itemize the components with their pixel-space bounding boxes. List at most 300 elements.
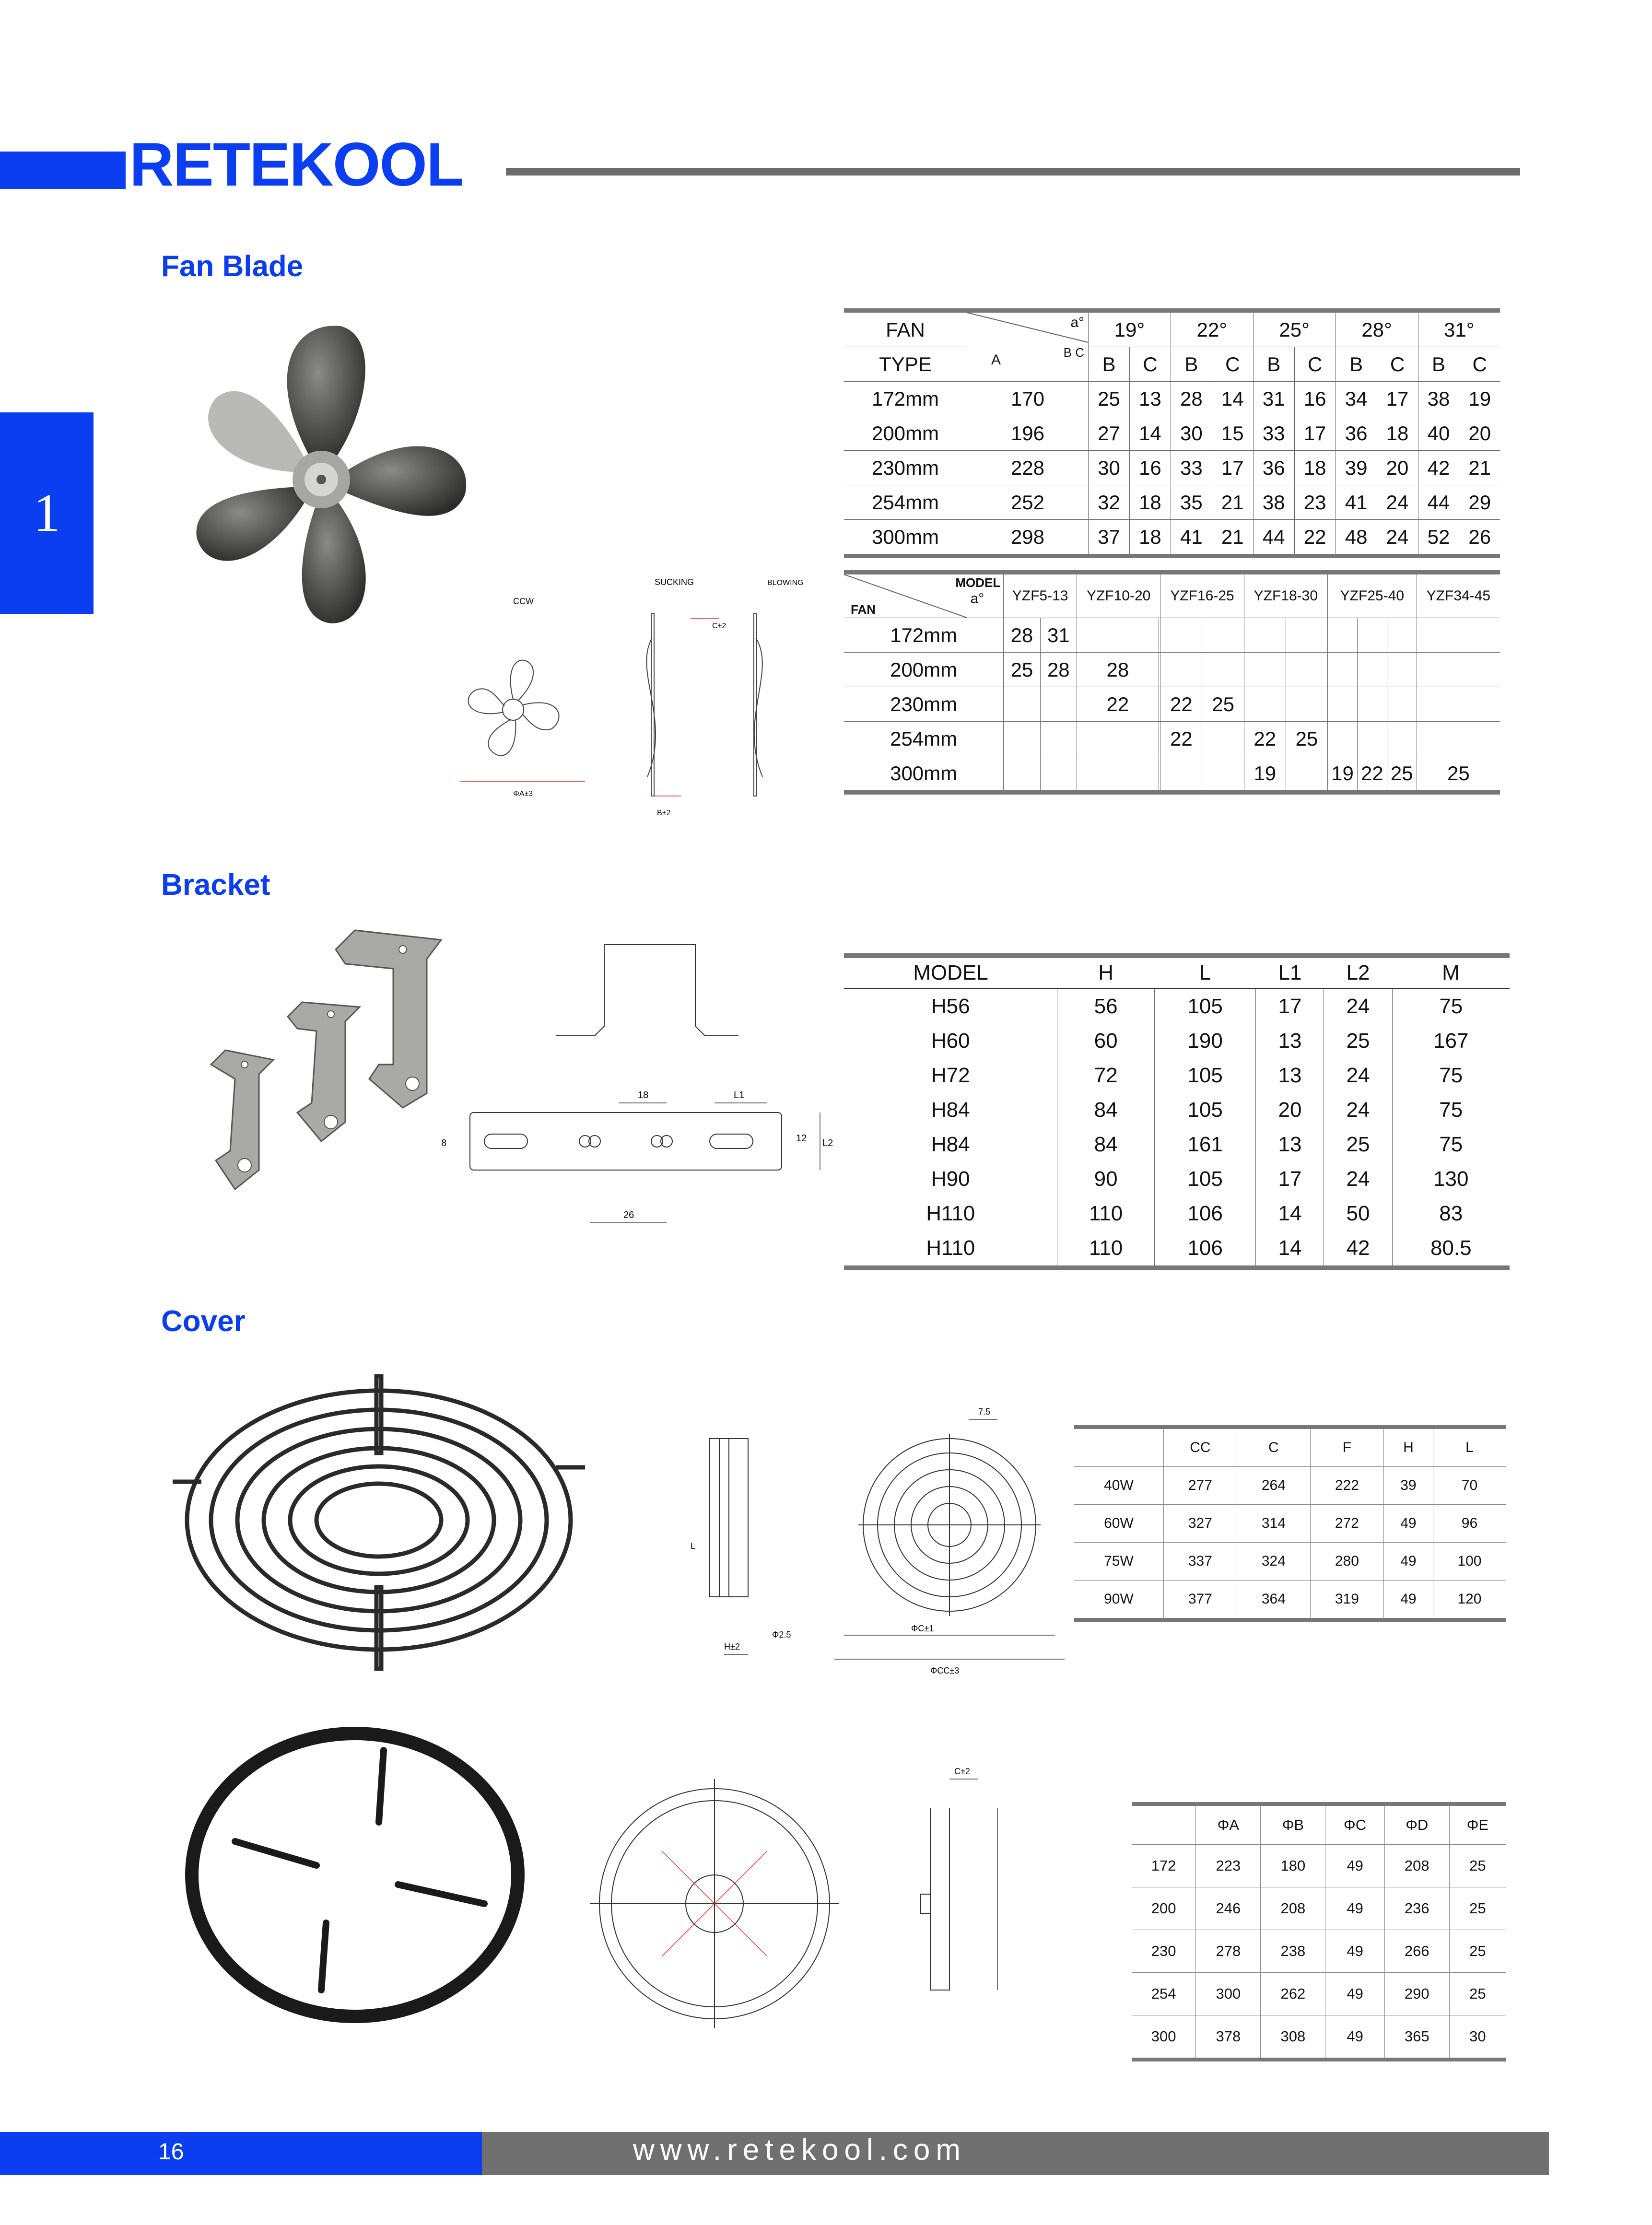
cell: 35 xyxy=(1171,485,1212,520)
cell xyxy=(1004,722,1040,756)
cell: 364 xyxy=(1237,1581,1310,1620)
cell xyxy=(1357,687,1387,722)
cell: 280 xyxy=(1310,1543,1383,1581)
dim-18: 18 xyxy=(638,1090,649,1101)
cell: 25 xyxy=(1286,722,1327,756)
hdr-bc: B C xyxy=(1063,345,1084,360)
cell: 24 xyxy=(1377,485,1418,520)
table-row xyxy=(844,1162,1510,1196)
footer-website-link[interactable]: www.retekool.com xyxy=(633,2133,967,2166)
cell: 75 xyxy=(1439,1098,1463,1122)
cell xyxy=(1077,618,1159,653)
cell xyxy=(1417,618,1500,653)
cell: 28 xyxy=(1004,618,1040,653)
cell xyxy=(1286,653,1327,687)
table-row xyxy=(1074,1543,1506,1581)
cell: 22 xyxy=(1244,722,1286,756)
cell: 14 xyxy=(1212,382,1253,416)
model-yzf10-20: YZF10-20 xyxy=(1077,573,1160,618)
cell: 365 xyxy=(1384,2015,1449,2060)
cell: 25 xyxy=(1387,756,1417,793)
cell: 246 xyxy=(1196,1887,1261,1930)
cell xyxy=(1357,653,1387,687)
cell: 170 xyxy=(967,382,1089,416)
cell: 28 xyxy=(1077,653,1159,687)
cell: 314 xyxy=(1237,1505,1310,1543)
cell: 20 xyxy=(1377,451,1418,485)
cell: 16 xyxy=(1294,382,1336,416)
cell: H90 xyxy=(844,1162,1057,1196)
dim-8: 8 xyxy=(441,1138,447,1148)
hdr-fan: FAN xyxy=(851,602,876,617)
cell: 196 xyxy=(967,416,1089,451)
cell: 13 xyxy=(1256,1127,1324,1162)
cell: 17 xyxy=(1256,989,1324,1024)
fan-blade-photo xyxy=(153,307,489,643)
model-yzf34-45: YZF34-45 xyxy=(1417,573,1500,618)
table-row xyxy=(844,1024,1510,1058)
cell: 200 xyxy=(1132,1887,1196,1930)
cell xyxy=(1244,653,1286,687)
page-number: 16 xyxy=(158,2139,184,2165)
hdr-l: L xyxy=(1433,1427,1506,1467)
cell: 25 xyxy=(1449,1887,1506,1930)
cell: 42 xyxy=(1324,1231,1392,1268)
header-accent-bar xyxy=(0,152,126,189)
cell xyxy=(1328,687,1358,722)
hdr-a: A xyxy=(991,352,1001,368)
cell: 30 xyxy=(1449,2015,1506,2060)
hdr-f: F xyxy=(1310,1427,1383,1467)
cell: 17 xyxy=(1294,416,1336,451)
cell xyxy=(1387,653,1417,687)
cell: 84 xyxy=(1057,1093,1154,1127)
cell: 83 xyxy=(1439,1202,1463,1225)
cell: 230 xyxy=(1132,1930,1196,1973)
cell: 41 xyxy=(1336,485,1377,520)
cell: 72 xyxy=(1057,1058,1154,1093)
sub-b: B xyxy=(1336,347,1377,382)
cell: 34 xyxy=(1336,382,1377,416)
cell: 300mm xyxy=(844,520,967,556)
cell: 16 xyxy=(1129,451,1171,485)
cell: 262 xyxy=(1261,1973,1325,2015)
cell: 80.5 xyxy=(1430,1236,1472,1260)
cell: 308 xyxy=(1261,2015,1325,2060)
table-row xyxy=(844,1127,1510,1162)
cell: 44 xyxy=(1253,520,1294,556)
hdr-type: TYPE xyxy=(844,347,967,382)
cell xyxy=(1286,618,1327,653)
cell: 105 xyxy=(1154,1058,1256,1093)
cell: 25 xyxy=(1324,1127,1392,1162)
hdr-m: M xyxy=(1442,961,1460,984)
cell: 110 xyxy=(1057,1231,1154,1268)
cell: 49 xyxy=(1325,1887,1384,1930)
angle-22: 22° xyxy=(1171,311,1253,347)
cell: 25 xyxy=(1324,1024,1392,1058)
cell: 17 xyxy=(1256,1162,1324,1196)
cell: 277 xyxy=(1163,1467,1237,1505)
cell xyxy=(1357,722,1387,756)
ring-guard-photo xyxy=(177,1721,532,2028)
cell: 21 xyxy=(1212,485,1253,520)
cell: 40W xyxy=(1074,1467,1163,1505)
cell: 264 xyxy=(1237,1467,1310,1505)
cell: 230mm xyxy=(844,451,967,485)
cell: 36 xyxy=(1336,416,1377,451)
model-yzf18-30: YZF18-30 xyxy=(1244,573,1327,618)
cell: 18 xyxy=(1129,485,1171,520)
blowing-label: BLOWING xyxy=(767,579,804,587)
cell xyxy=(1202,756,1244,793)
header-rule xyxy=(506,168,1520,176)
cell: 228 xyxy=(967,451,1089,485)
table-row xyxy=(844,989,1510,1024)
cell: 23 xyxy=(1294,485,1336,520)
section-title-bracket: Bracket xyxy=(161,868,270,902)
hdr-phi-e: ΦE xyxy=(1449,1804,1506,1845)
cell: H60 xyxy=(844,1024,1057,1058)
cell: 49 xyxy=(1325,1845,1384,1887)
cell: 22 xyxy=(1357,756,1387,793)
sub-c: C xyxy=(1377,347,1418,382)
table-row xyxy=(1132,1845,1506,1887)
cell: 106 xyxy=(1154,1196,1256,1231)
cell xyxy=(1244,687,1286,722)
cell: H110 xyxy=(844,1231,1057,1268)
table-row xyxy=(844,1058,1510,1093)
bracket-table xyxy=(844,953,1510,1270)
hdr-l: L xyxy=(1199,961,1211,984)
dim-26: 26 xyxy=(623,1210,634,1220)
cell: 300 xyxy=(1196,1973,1261,2015)
cell: 105 xyxy=(1154,989,1256,1024)
cell: 20 xyxy=(1459,416,1500,451)
cell: 25 xyxy=(1004,653,1040,687)
hdr-cc: CC xyxy=(1163,1427,1237,1467)
cell: 208 xyxy=(1384,1845,1449,1887)
cell: 22 xyxy=(1294,520,1336,556)
cell: 40 xyxy=(1418,416,1459,451)
cell xyxy=(1328,618,1358,653)
cell: 41 xyxy=(1171,520,1212,556)
fan-model-table xyxy=(844,570,1500,795)
hdr-l1: L1 xyxy=(1278,961,1302,984)
cell: 327 xyxy=(1163,1505,1237,1543)
cell: 42 xyxy=(1418,451,1459,485)
cell: 161 xyxy=(1154,1127,1256,1162)
cell: 26 xyxy=(1459,520,1500,556)
cell: 324 xyxy=(1237,1543,1310,1581)
cell: 31 xyxy=(1040,618,1077,653)
hdr-blank xyxy=(1132,1804,1196,1845)
hdr-phi-c: ΦC xyxy=(1325,1804,1384,1845)
cell: 30 xyxy=(1171,416,1212,451)
cell: 172mm xyxy=(844,382,967,416)
cell: 48 xyxy=(1336,520,1377,556)
table-row xyxy=(1074,1467,1506,1505)
hdr-a-deg: a° xyxy=(1070,315,1084,330)
cell: 266 xyxy=(1384,1930,1449,1973)
cell: 378 xyxy=(1196,2015,1261,2060)
hdr-fan: FAN xyxy=(844,311,967,347)
cell: 31 xyxy=(1253,382,1294,416)
table-row xyxy=(1132,1887,1506,1930)
cell: 24 xyxy=(1324,1093,1392,1127)
ccw-label: CCW xyxy=(513,597,534,606)
angle-19: 19° xyxy=(1089,311,1171,347)
table-row xyxy=(844,485,1500,520)
sub-b: B xyxy=(1171,347,1212,382)
table-row xyxy=(844,618,1500,653)
table-row xyxy=(844,451,1500,485)
cell xyxy=(1160,756,1202,793)
cell xyxy=(1387,722,1417,756)
sub-c: C xyxy=(1129,347,1171,382)
cell: 37 xyxy=(1089,520,1130,556)
cell: H84 xyxy=(844,1127,1057,1162)
c-label: C±2 xyxy=(712,622,726,630)
h-label: H±2 xyxy=(724,1642,740,1651)
cell: 27 xyxy=(1089,416,1130,451)
cell: 13 xyxy=(1256,1024,1324,1058)
sub-c: C xyxy=(1294,347,1336,382)
cell: 167 xyxy=(1433,1029,1469,1053)
cell: 60W xyxy=(1074,1505,1163,1543)
cell: 30 xyxy=(1089,451,1130,485)
cell: 120 xyxy=(1433,1581,1506,1620)
cell: 290 xyxy=(1384,1973,1449,2015)
cell: 230mm xyxy=(844,687,1004,722)
cell xyxy=(1040,687,1077,722)
cell: 19 xyxy=(1328,756,1358,793)
cell: 18 xyxy=(1129,520,1171,556)
cell: 278 xyxy=(1196,1930,1261,1973)
wire-guard-photo xyxy=(163,1367,595,1674)
cell: 180 xyxy=(1261,1845,1325,1887)
cell xyxy=(1040,722,1077,756)
cell: 49 xyxy=(1325,2015,1384,2060)
chapter-tab: 1 xyxy=(0,412,94,614)
cell: 90W xyxy=(1074,1581,1163,1620)
cell: 222 xyxy=(1310,1467,1383,1505)
bracket-drawing xyxy=(432,916,839,1228)
cell: 14 xyxy=(1256,1231,1324,1268)
cell: 60 xyxy=(1057,1024,1154,1058)
cell: 252 xyxy=(967,485,1089,520)
cell: 15 xyxy=(1212,416,1253,451)
cell: 298 xyxy=(967,520,1089,556)
l-label: L xyxy=(691,1541,696,1551)
cell: 21 xyxy=(1459,451,1500,485)
cell: 25 xyxy=(1417,756,1500,793)
cell xyxy=(1387,618,1417,653)
section-title-fan-blade: Fan Blade xyxy=(161,250,304,283)
cell: 33 xyxy=(1253,416,1294,451)
section-title-cover: Cover xyxy=(161,1305,246,1338)
cell: 254 xyxy=(1132,1973,1196,2015)
hdr-phi-b: ΦB xyxy=(1261,1804,1325,1845)
cell: 22 xyxy=(1160,722,1202,756)
cell: 13 xyxy=(1256,1058,1324,1093)
hdr-l2: L2 xyxy=(1346,961,1370,984)
table-row xyxy=(1074,1581,1506,1620)
cell: 238 xyxy=(1261,1930,1325,1973)
cell: 14 xyxy=(1256,1196,1324,1231)
table-row xyxy=(844,1196,1510,1231)
wire-guard-drawing xyxy=(662,1407,1074,1683)
cell: H110 xyxy=(844,1196,1057,1231)
table-row xyxy=(844,687,1500,722)
cell: 200mm xyxy=(844,653,1004,687)
b-label: B±2 xyxy=(657,809,671,817)
phi-a-label: ΦA±3 xyxy=(513,790,533,798)
cell xyxy=(1286,687,1327,722)
table-row xyxy=(1132,2015,1506,2060)
brand-logo: RETEKOOL xyxy=(129,130,463,199)
cell: 84 xyxy=(1057,1127,1154,1162)
cell: 44 xyxy=(1418,485,1459,520)
cell: 90 xyxy=(1057,1162,1154,1196)
cell xyxy=(1004,687,1040,722)
cell: 18 xyxy=(1294,451,1336,485)
hdr-c: C xyxy=(1237,1427,1310,1467)
table-row xyxy=(844,1231,1510,1268)
sucking-label: SUCKING xyxy=(655,577,694,587)
model-yzf25-40: YZF25-40 xyxy=(1328,573,1417,618)
cell: 96 xyxy=(1433,1505,1506,1543)
cell: 17 xyxy=(1377,382,1418,416)
cell: 32 xyxy=(1089,485,1130,520)
c-label-2: C±2 xyxy=(954,1767,970,1776)
cell xyxy=(1202,653,1244,687)
cell: 24 xyxy=(1324,989,1392,1024)
cell: 33 xyxy=(1171,451,1212,485)
table-row xyxy=(844,653,1500,687)
cell xyxy=(1077,722,1159,756)
table-row xyxy=(844,722,1500,756)
sub-b: B xyxy=(1253,347,1294,382)
cover-table-2 xyxy=(1132,1802,1506,2061)
hdr-phi-a: ΦA xyxy=(1196,1804,1261,1845)
cell: 75 xyxy=(1439,1133,1463,1156)
table-row xyxy=(1132,1930,1506,1973)
fan-angle-table xyxy=(844,308,1500,558)
hdr-phi-d: ΦD xyxy=(1384,1804,1449,1845)
cell xyxy=(1160,653,1202,687)
cell xyxy=(1202,618,1244,653)
cell: 14 xyxy=(1129,416,1171,451)
cell: 18 xyxy=(1377,416,1418,451)
cell: 223 xyxy=(1196,1845,1261,1887)
cell: 24 xyxy=(1324,1058,1392,1093)
cell: 50 xyxy=(1324,1196,1392,1231)
table-row xyxy=(844,382,1500,416)
cell: 49 xyxy=(1325,1930,1384,1973)
cell: 20 xyxy=(1256,1093,1324,1127)
sub-b: B xyxy=(1089,347,1130,382)
cell: 105 xyxy=(1154,1093,1256,1127)
cell: 110 xyxy=(1057,1196,1154,1231)
cell: 29 xyxy=(1459,485,1500,520)
cell: 49 xyxy=(1383,1505,1433,1543)
cell xyxy=(1417,687,1500,722)
cell: 49 xyxy=(1325,1973,1384,2015)
cell: 39 xyxy=(1383,1467,1433,1505)
cell: 75 xyxy=(1439,1064,1463,1087)
table-row xyxy=(844,520,1500,556)
dim-7-5: 7.5 xyxy=(978,1407,991,1417)
hdr-h: H xyxy=(1383,1427,1433,1467)
hdr-blank xyxy=(1074,1427,1163,1467)
cover-table-1 xyxy=(1074,1425,1506,1622)
phi-2-5-label: Φ2.5 xyxy=(772,1630,791,1639)
cell xyxy=(1286,756,1327,793)
angle-25: 25° xyxy=(1253,311,1336,347)
cell: 19 xyxy=(1244,756,1286,793)
table-row xyxy=(1074,1505,1506,1543)
cell: 106 xyxy=(1154,1231,1256,1268)
cell xyxy=(1328,653,1358,687)
cell xyxy=(1417,653,1500,687)
cell: 75W xyxy=(1074,1543,1163,1581)
phi-c-label: ΦC±1 xyxy=(911,1624,934,1633)
cell: 49 xyxy=(1383,1543,1433,1581)
hdr-h: H xyxy=(1098,961,1114,984)
cell xyxy=(1244,618,1286,653)
cell: 272 xyxy=(1310,1505,1383,1543)
sub-b: B xyxy=(1418,347,1459,382)
cell: 200mm xyxy=(844,416,967,451)
hdr-a-deg: a° xyxy=(970,591,984,607)
sub-c: C xyxy=(1459,347,1500,382)
cell xyxy=(1417,722,1500,756)
cell: 254mm xyxy=(844,485,967,520)
cell: 22 xyxy=(1160,687,1202,722)
cell xyxy=(1202,722,1244,756)
cell: 172mm xyxy=(844,618,1004,653)
cell: 100 xyxy=(1433,1543,1506,1581)
cell: 22 xyxy=(1077,687,1159,722)
cell: 28 xyxy=(1171,382,1212,416)
dim-12: 12 xyxy=(796,1133,807,1144)
cell xyxy=(1004,756,1040,793)
cell: H84 xyxy=(844,1093,1057,1127)
cell: 25 xyxy=(1449,1973,1506,2015)
angle-31: 31° xyxy=(1418,311,1500,347)
cell: 377 xyxy=(1163,1581,1237,1620)
cell: H56 xyxy=(844,989,1057,1024)
cell: 25 xyxy=(1202,687,1244,722)
cell: 70 xyxy=(1433,1467,1506,1505)
cell: 38 xyxy=(1418,382,1459,416)
cell: 24 xyxy=(1377,520,1418,556)
cell: 300 xyxy=(1132,2015,1196,2060)
cell: 25 xyxy=(1449,1930,1506,1973)
cell: 52 xyxy=(1418,520,1459,556)
cell: 56 xyxy=(1057,989,1154,1024)
table-row xyxy=(844,416,1500,451)
cell: 254mm xyxy=(844,722,1004,756)
phi-cc-label: ΦCC±3 xyxy=(930,1666,960,1675)
dim-l1: L1 xyxy=(734,1090,745,1101)
cell: 105 xyxy=(1154,1162,1256,1196)
cell xyxy=(1077,756,1159,793)
cell: 49 xyxy=(1383,1581,1433,1620)
table-row xyxy=(844,756,1500,793)
cell xyxy=(1357,618,1387,653)
